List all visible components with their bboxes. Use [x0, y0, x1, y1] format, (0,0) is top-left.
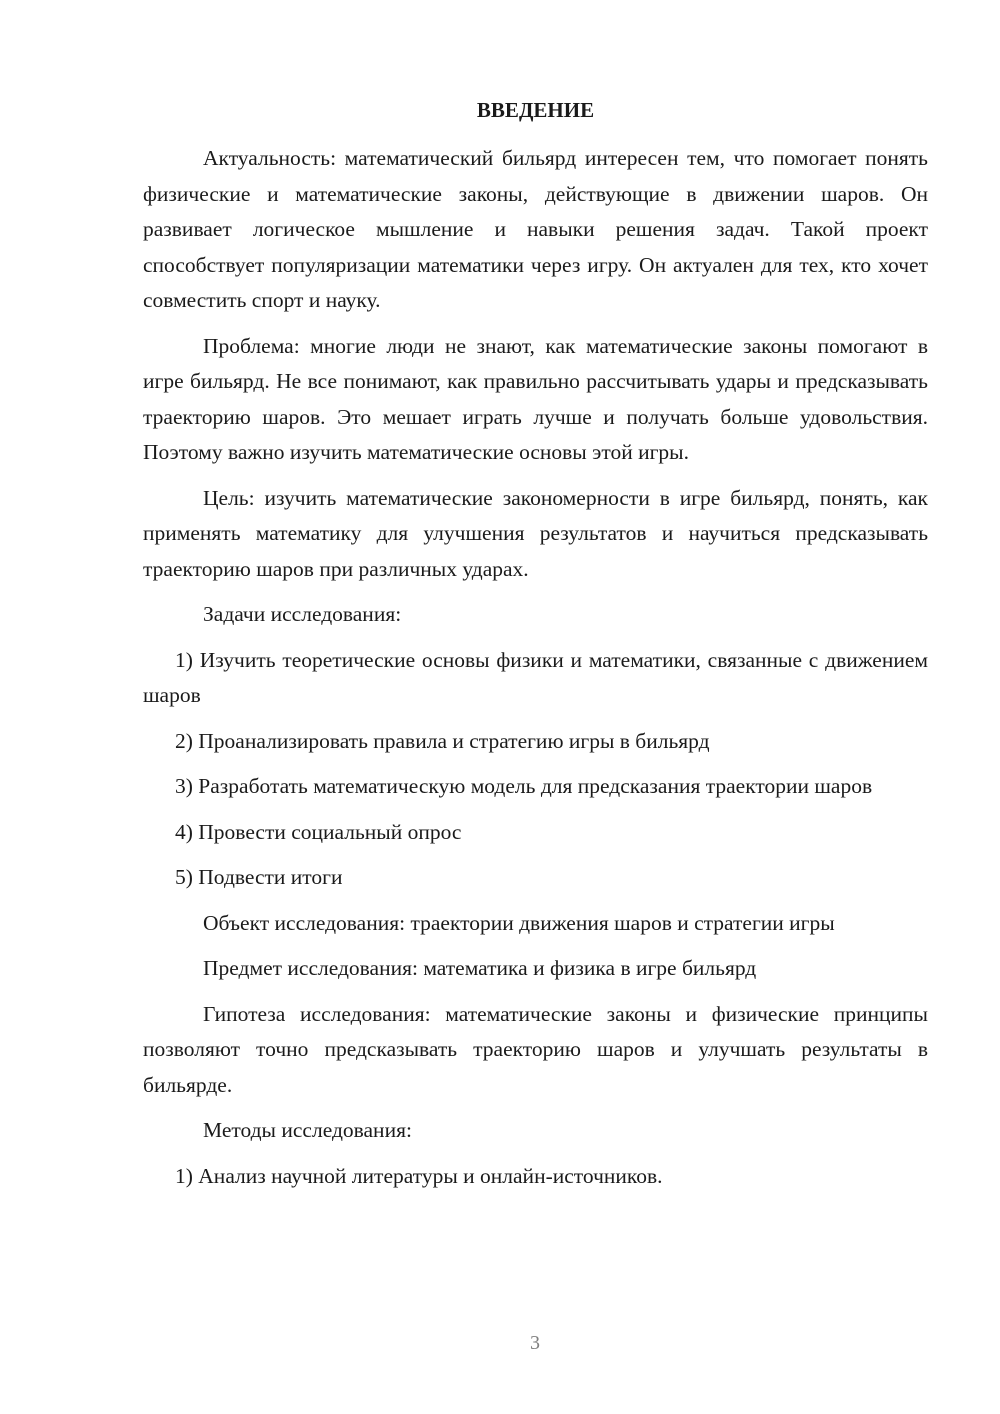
task-item: 2) Проанализировать правила и стратегию игры в бильярд: [175, 728, 710, 753]
page-content: [143, 93, 928, 1204]
relevance-paragraph: Актуальность: математический бильярд интересен тем, что помогает понять физические и математические законы, действующие в движении шаров. Он развивает логическое мышление и навыки решения задач. Такой проект способствует популяризации математики через игру. Он актуален для тех, кто хочет совместить спорт и науку.: [143, 146, 928, 312]
page-number: 3: [530, 1332, 540, 1354]
problem-paragraph: Проблема: многие люди не знают, как математические законы помогают в игре бильярд. Не все понимают, как правильно рассчитывать удары и предсказывать траекторию шаров. Это мешает играть лучше и получать больше удовольствия. Поэтому важно изучить математические основы этой игры.: [143, 333, 928, 464]
hypothesis-paragraph: Гипотеза исследования: математические законы и физические принципы позволяют точно предсказывать траекторию шаров и улучшать результаты в бильярде.: [143, 1001, 928, 1097]
method-item: 1) Анализ научной литературы и онлайн-источников.: [175, 1163, 663, 1188]
goal-paragraph: Цель: изучить математические закономерности в игре бильярд, понять, как применять математику для улучшения результатов и научиться предсказывать траекторию шаров при различных ударах.: [143, 485, 928, 581]
task-item: 5) Подвести итоги: [175, 865, 343, 889]
object-paragraph: Объект исследования: траектории движения шаров и стратегии игры: [203, 910, 835, 935]
methods-heading: Методы исследования:: [203, 1118, 412, 1142]
subject-paragraph: Предмет исследования: математика и физика в игре бильярд: [203, 956, 757, 980]
task-item: 4) Провести социальный опрос: [175, 819, 462, 844]
task-item: 3) Разработать математическую модель для предсказания траектории шаров: [175, 774, 873, 798]
tasks-heading: Задачи исследования:: [203, 602, 402, 626]
task-item: 1) Изучить теоретические основы физики и математики, связанные с движением шаров: [143, 647, 928, 707]
section-title: ВВЕДЕНИЕ: [476, 98, 595, 122]
